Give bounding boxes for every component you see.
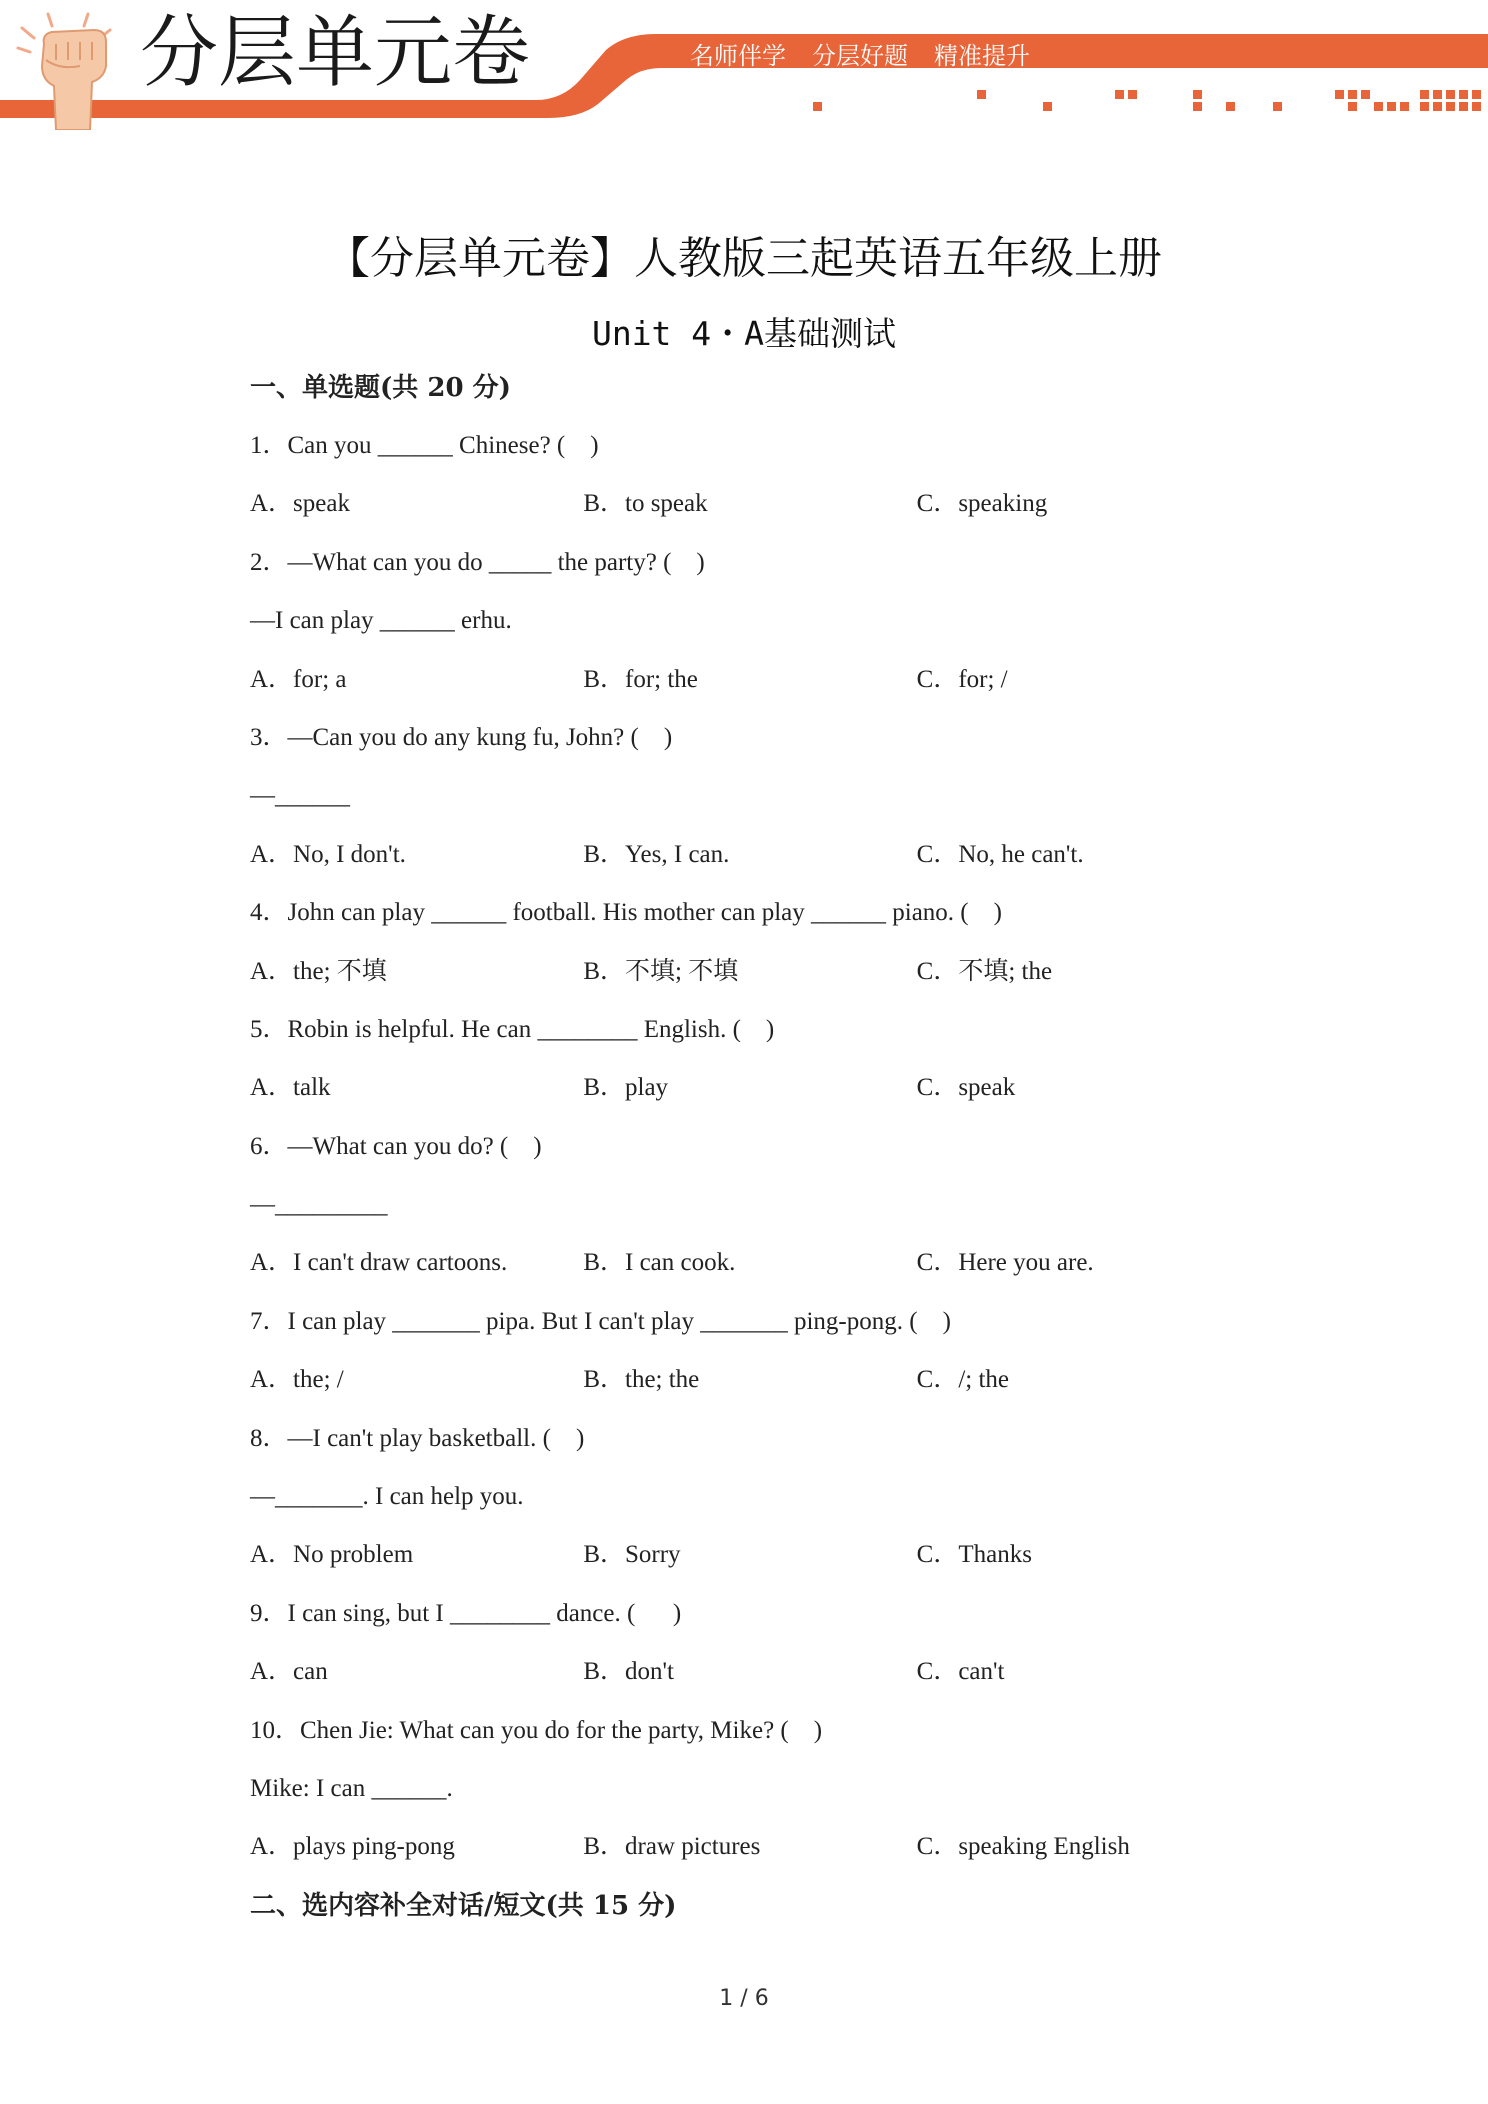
question-10-options xyxy=(250,1827,1250,1885)
option-a: A．No, I don't. xyxy=(250,840,406,868)
document-title: 【分层单元卷】人教版三起英语五年级上册 xyxy=(326,233,1162,284)
question-8-options xyxy=(250,1535,1250,1593)
option-b: B．for; the xyxy=(583,665,698,693)
option-b: B．不填; 不填 xyxy=(583,957,739,985)
question-4-options xyxy=(250,952,1250,1010)
question-2-stem: 2．—What can you do _____ the party? ( ) xyxy=(250,548,705,576)
question-6-options xyxy=(250,1243,1250,1301)
option-b: B．Yes, I can. xyxy=(583,840,730,868)
question-9-stem: 9．I can sing, but I ________ dance. ( ) xyxy=(250,1599,682,1627)
slogan-2: 分层好题 xyxy=(812,42,908,70)
option-c: C．speaking xyxy=(916,490,1048,518)
question-2-line-2: —I can play ______ erhu. xyxy=(250,607,512,635)
option-b: B．play xyxy=(583,1074,669,1102)
question-3-stem: 3．—Can you do any kung fu, John? ( ) xyxy=(250,723,673,751)
slogan-1: 名师伴学 xyxy=(690,42,786,70)
question-9-options xyxy=(250,1652,1250,1710)
option-c: C．can't xyxy=(916,1658,1005,1686)
question-4-stem: 4．John can play ______ football. His mother can play ______ piano. ( ) xyxy=(250,899,1002,927)
option-c: C．/; the xyxy=(916,1366,1010,1394)
option-a: A．can xyxy=(250,1658,328,1686)
option-b: B．I can cook. xyxy=(583,1249,736,1277)
option-c: C．Here you are. xyxy=(916,1249,1094,1277)
option-a: A．the; 不填 xyxy=(250,957,387,985)
question-5-stem: 5．Robin is helpful. He can ________ English. ( ) xyxy=(250,1015,775,1043)
option-b: B．Sorry xyxy=(583,1541,681,1569)
question-8-line-2: —_______. I can help you. xyxy=(250,1483,524,1511)
option-a: A．the; / xyxy=(250,1366,344,1394)
slogan-bar xyxy=(690,36,1030,70)
question-7-stem: 7．I can play _______ pipa. But I can't play _______ ping-pong. ( ) xyxy=(250,1307,951,1335)
option-c: C．No, he can't. xyxy=(916,840,1084,868)
option-c: C．for; / xyxy=(916,665,1008,693)
option-c: C．Thanks xyxy=(916,1541,1032,1569)
question-10-stem: 10．Chen Jie: What can you do for the party, Mike? ( ) xyxy=(250,1716,823,1744)
question-6-line-2: —_________ xyxy=(250,1191,388,1219)
question-3-line-2: —______ xyxy=(250,782,350,810)
document-subtitle: Unit 4・A基础测试 xyxy=(591,314,897,353)
question-8-stem: 8．—I can't play basketball. ( ) xyxy=(250,1424,585,1452)
option-c: C．speaking English xyxy=(916,1833,1130,1861)
question-10-line-2: Mike: I can ______. xyxy=(250,1774,453,1802)
option-a: A．speak xyxy=(250,490,350,518)
question-1-stem: 1．Can you ______ Chinese? ( ) xyxy=(250,432,599,459)
section-heading-1: 一、单选题(共 20 分) xyxy=(250,373,511,403)
page-number: 1 / 6 xyxy=(719,1986,769,2011)
question-1-options xyxy=(250,484,1250,542)
option-b: B．the; the xyxy=(583,1366,700,1394)
option-a: A．I can't draw cartoons. xyxy=(250,1249,508,1277)
exam-content xyxy=(250,368,1250,1944)
option-a: A．plays ping-pong xyxy=(250,1833,455,1861)
section-heading-2: 二、选内容补全对话/短文(共 15 分) xyxy=(250,1890,677,1921)
question-2-options xyxy=(250,660,1250,718)
question-3-options xyxy=(250,835,1250,893)
question-5-options xyxy=(250,1068,1250,1126)
option-a: A．for; a xyxy=(250,665,347,693)
header-banner xyxy=(0,0,1488,130)
option-c: C．不填; the xyxy=(916,957,1053,985)
slogan-3: 精准提升 xyxy=(934,42,1030,70)
option-c: C．speak xyxy=(916,1074,1016,1102)
question-6-stem: 6．—What can you do? ( ) xyxy=(250,1132,542,1160)
option-a: A．talk xyxy=(250,1074,331,1102)
option-b: B．to speak xyxy=(583,490,708,518)
question-7-options xyxy=(250,1360,1250,1418)
option-a: A．No problem xyxy=(250,1541,414,1569)
brand-title: 分层单元卷 xyxy=(140,8,531,98)
option-b: B．don't xyxy=(583,1658,674,1686)
option-b: B．draw pictures xyxy=(583,1833,761,1861)
